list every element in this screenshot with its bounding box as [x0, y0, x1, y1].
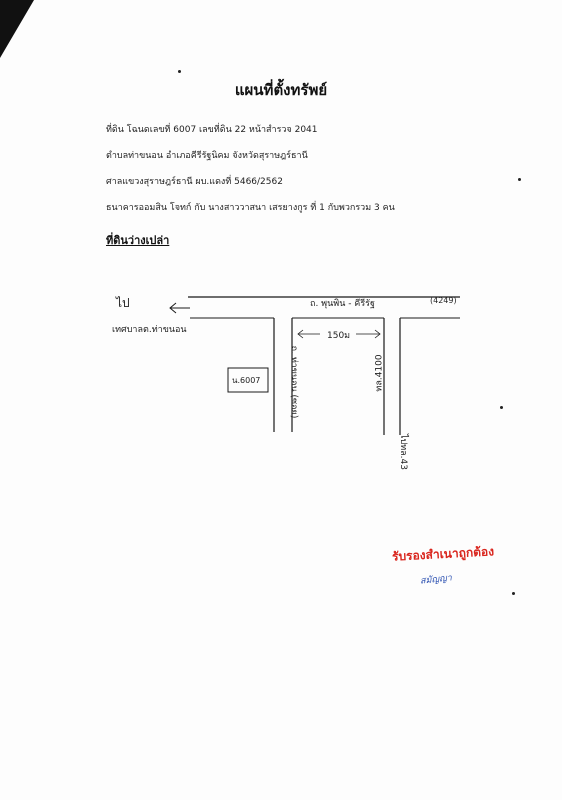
scan-speck	[512, 592, 515, 595]
court-case-line: ศาลแขวงสุราษฎร์ธานี ผบ.แดงที่ 5466/2562	[106, 177, 283, 187]
lane-road-label: ทล.4100	[374, 354, 385, 392]
distance-label: 150ม	[327, 331, 351, 341]
certified-copy-stamp: รับรองสำเนาถูกต้อง	[391, 544, 495, 564]
soi-road-label: ถ. ท่าขนอน (ซอย)	[288, 345, 299, 419]
parties-line: ธนาคารออมสิน โจทก์ กับ นางสาววาสนา เสรยางกูร ที่ 1 กับพวกรวม 3 คน	[106, 203, 395, 213]
location-line: ตำบลท่าขนอน อำเภอคีรีรัฐนิคม จังหวัดสุราษฎร์ธานี	[106, 151, 308, 161]
lane-road-destination-label: ไปทล.43	[398, 434, 408, 470]
road-code-label: (4249)	[430, 296, 457, 305]
scan-speck	[518, 178, 521, 181]
main-road-label: ถ. พุนพิน - คีรีรัฐ	[310, 299, 375, 309]
document-title: แผนที่ตั้งทรัพย์	[234, 81, 328, 99]
scan-speck	[500, 406, 503, 409]
deed-info-line: ที่ดิน โฉนดเลขที่ 6007 เลขที่ดิน 22 หน้าสำรวจ 2041	[106, 125, 318, 135]
land-status-heading: ที่ดินว่างเปล่า	[106, 234, 170, 247]
destination-label: เทศบาลต.ท่าขนอน	[112, 325, 187, 335]
scan-speck	[178, 70, 181, 73]
plot-number-label: น.6007	[232, 376, 261, 385]
signature: สมัญญา	[419, 573, 453, 587]
go-to-label: ไป	[116, 296, 130, 310]
